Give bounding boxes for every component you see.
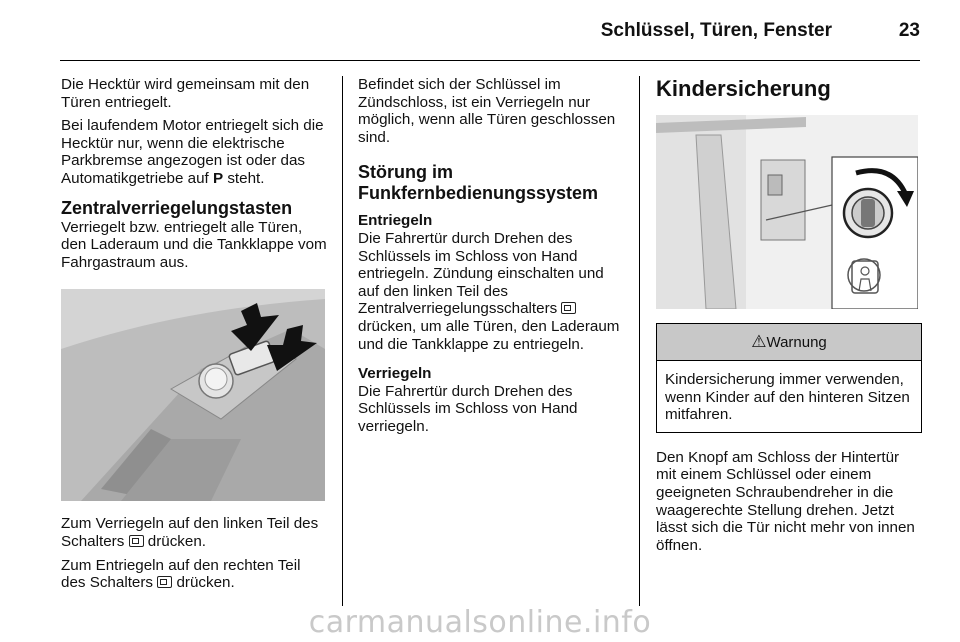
section-heading: Störung im Funkfernbedienungssystem bbox=[358, 162, 599, 204]
subheading: Verriegeln bbox=[358, 365, 432, 383]
warning-icon: ⚠ bbox=[751, 332, 767, 351]
paragraph: Bei laufendem Motor entriegelt sich die Hecktür nur, wenn die elektrische Parkbremse angezogen ist oder das Automatikgetriebe auf P steht. bbox=[61, 117, 324, 187]
central-lock-icon bbox=[129, 535, 144, 547]
column-3 bbox=[656, 76, 922, 560]
subheading: Entriegeln bbox=[358, 212, 433, 230]
column-1 bbox=[61, 76, 327, 598]
column-2 bbox=[358, 76, 626, 442]
paragraph: Den Knopf am Schloss der Hintertür mit einem Schlüssel oder einem geeigneten Schraubendreher in die waagerechte Stellung drehen. Jetzt lässt sich die Tür nicht mehr von innen öffnen. bbox=[656, 448, 915, 554]
warning-header bbox=[657, 324, 921, 361]
section-heading: Zentralverriegelungstasten bbox=[61, 197, 293, 218]
central-lock-icon bbox=[157, 576, 172, 588]
paragraph: Zum Entriegeln auf den rechten Teil des Schalters drücken. bbox=[61, 556, 301, 592]
column-divider bbox=[342, 76, 343, 606]
paragraph: Befindet sich der Schlüssel im Zündschloss, ist ein Verriegeln nur möglich, wenn alle Türen geschlossen sind. bbox=[358, 76, 616, 146]
warning-text: Kindersicherung immer verwenden, wenn Kinder auf den hinteren Sitzen mitfahren. bbox=[665, 371, 910, 424]
page-title: Schlüssel, Türen, Fenster bbox=[600, 20, 832, 41]
page-header bbox=[60, 0, 920, 61]
paragraph: Die Fahrertür durch Drehen des Schlüssels im Schloss von Hand entriegeln. Zündung einschalten und auf den linken Teil des Zentralverriegelungsschalters drücken, um alle Türen, den Laderaum und die Tankklappe zu entriegeln. bbox=[358, 229, 620, 353]
page-number: 23 bbox=[898, 20, 920, 41]
paragraph: Die Hecktür wird gemeinsam mit den Türen entriegelt. bbox=[61, 76, 310, 111]
section-heading: Kindersicherung bbox=[656, 76, 831, 101]
child-lock-illustration bbox=[656, 115, 918, 309]
paragraph: Verriegelt bzw. entriegelt alle Türen, den Laderaum und die Tankklappe vom Fahrgastraum aus. bbox=[61, 218, 327, 271]
door-switch-illustration bbox=[61, 289, 325, 501]
warning-title: Warnung bbox=[766, 334, 827, 351]
warning-box bbox=[656, 323, 922, 433]
paragraph: Zum Verriegeln auf den linken Teil des Schalters drücken. bbox=[61, 515, 319, 550]
central-lock-icon bbox=[561, 302, 576, 314]
watermark: carmanualsonline.info bbox=[308, 605, 652, 640]
column-divider bbox=[639, 76, 640, 606]
paragraph: Die Fahrertür durch Drehen des Schlüssels im Schloss von Hand verriegeln. bbox=[358, 382, 578, 435]
